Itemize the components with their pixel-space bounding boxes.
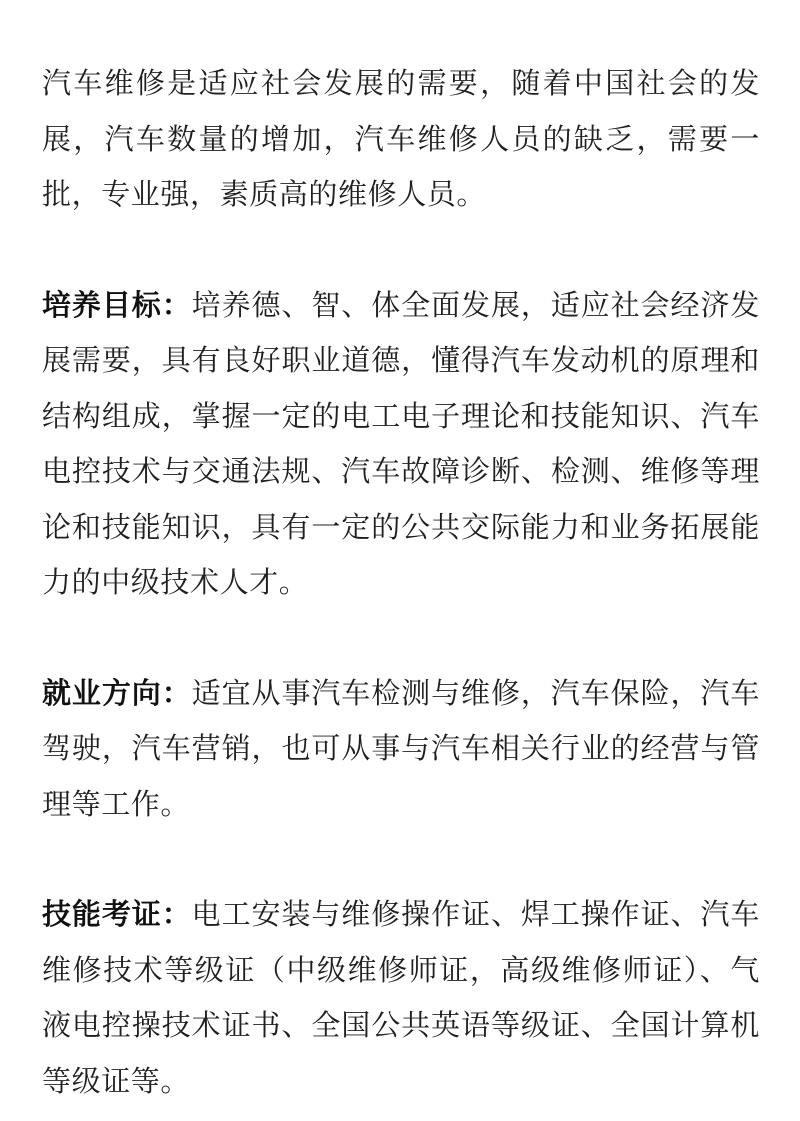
training-goal-label: 培养目标： xyxy=(42,287,192,322)
employment-paragraph xyxy=(42,666,760,833)
certificates-label: 技能考证： xyxy=(42,897,192,931)
document-body xyxy=(42,56,760,1109)
certificates-paragraph xyxy=(42,887,760,1109)
intro-paragraph xyxy=(42,56,760,223)
employment-label: 就业方向： xyxy=(42,675,192,710)
intro-text: 汽车维修是适应社会发展的需要，随着中国社会的发展，汽车数量的增加，汽车维修人员的缺乏，需要一批，专业强，素质高的维修人员。 xyxy=(42,66,760,211)
employment-text: 适宜从事汽车检测与维修，汽车保险，汽车驾驶，汽车营销，也可从事与汽车相关行业的经营与管理等工作。 xyxy=(42,675,760,821)
training-goal-paragraph xyxy=(42,278,760,611)
certificates-text: 电工安装与维修操作证、焊工操作证、汽车维修技术等级证（中级维修师证，高级维修师证）、气液电控操技术证书、全国公共英语等级证、全国计算机等级证等。 xyxy=(42,897,760,1098)
training-goal-text: 培养德、智、体全面发展，适应社会经济发展需要，具有良好职业道德，懂得汽车发动机的原理和结构组成，掌握一定的电工电子理论和技能知识、汽车电控技术与交通法规、汽车故障诊断、检测、维修等理论和技能知识，具有一定的公共交际能力和业务拓展能力的中级技术人才。 xyxy=(42,287,760,599)
